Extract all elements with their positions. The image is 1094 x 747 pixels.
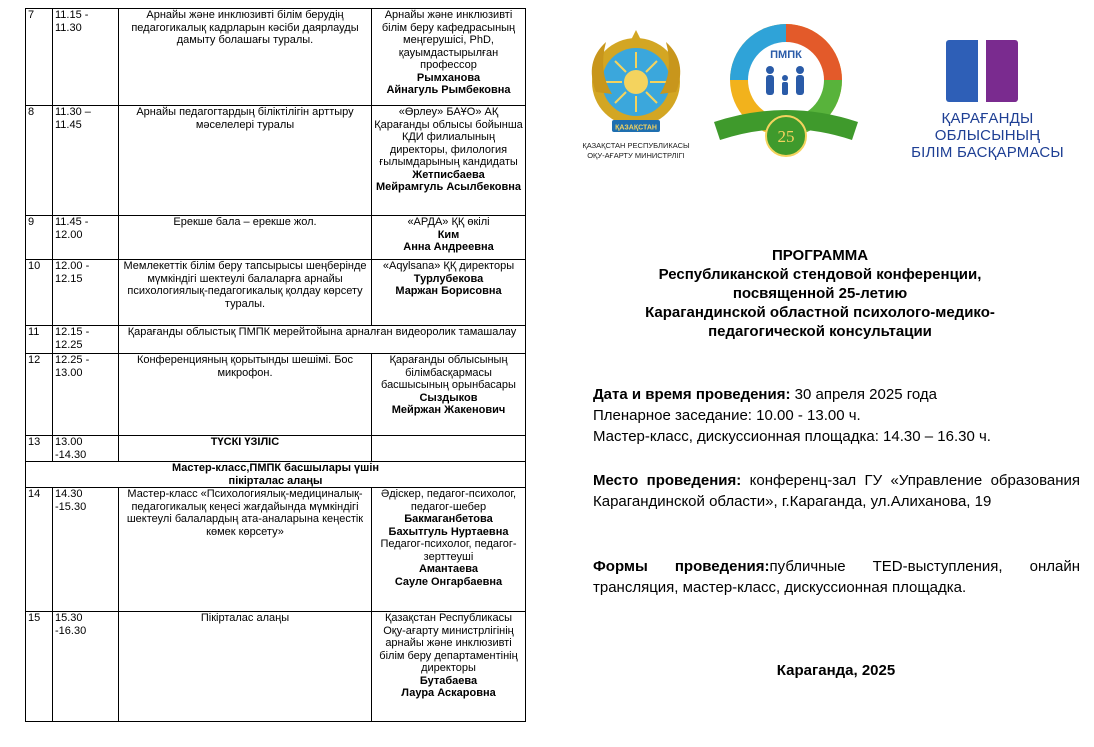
row-topic: Арнайы және инклюзивті білім берудің педагогикалық кадрларын кәсіби даярлауды дамыту болашағы туралы.	[119, 9, 372, 106]
row-topic: Пікірталас алаңы	[119, 612, 372, 722]
row-topic: Арнайы педагогтардың біліктілігін арттыру мәселелері туралы	[119, 106, 372, 216]
education-department-name-line: БІЛІМ БАСҚАРМАСЫ	[911, 144, 1064, 161]
title-line: ПРОГРАММА	[771, 247, 869, 264]
place-value: конференц-зал ГУ «Управление образования Карагандинской области», г.Караганда, ул.Алиханова, 19	[593, 472, 1081, 510]
row-number: 11	[26, 326, 53, 354]
title-line: педагогической консультации	[708, 323, 932, 340]
masterclass-time: Мастер-класс, дискуссионная площадка: 14.30 – 16.30 ч.	[593, 428, 991, 445]
row-number: 14	[26, 488, 53, 612]
row-speaker: «АРДА» ҚҚ өкілі Ким Анна Андреевна	[372, 216, 526, 260]
emblem-ribbon-text: ҚАЗАҚСТАН	[615, 124, 657, 132]
city-year: Караганда, 2025	[776, 662, 896, 679]
education-department-name-line: ҚАРАҒАНДЫ ОБЛЫСЫНЫҢ	[934, 110, 1041, 144]
place-section	[593, 470, 1080, 512]
table-row	[26, 9, 526, 106]
row-time: 12.00 - 12.15	[53, 260, 119, 326]
table-row	[26, 260, 526, 326]
table-row	[26, 612, 526, 722]
plenary-time: Пленарное заседание: 10.00 - 13.00 ч.	[593, 407, 861, 424]
date-label: Дата и время проведения:	[593, 386, 791, 403]
row-number: 8	[26, 106, 53, 216]
pmpk-label: ПМПК	[770, 49, 802, 61]
title-line: посвященной 25-летию	[732, 285, 908, 302]
emblem-caption-line2: ОҚУ-АҒАРТУ МИНИСТРЛІГІ	[587, 151, 685, 160]
pmpk-logo	[708, 18, 863, 166]
row-speaker	[372, 436, 526, 462]
table-row	[26, 326, 526, 354]
row-number: 13	[26, 436, 53, 462]
row-number: 15	[26, 612, 53, 722]
place-label: Место проведения:	[593, 472, 742, 489]
date-section	[593, 384, 1080, 447]
forms-section	[593, 556, 1080, 598]
title-line: Республиканской стендовой конференции,	[658, 266, 982, 283]
row-topic: ТҮСКІ ҮЗІЛІС	[119, 436, 372, 462]
row-speaker: Әдіскер, педагог-психолог, педагог-шебер Бакмаганбетова Бахытгуль Нуртаевна Педагог-психолог, педагог-зерттеуші Амантаева Сауле Онгарбаевна	[372, 488, 526, 612]
date-value: 30 апреля 2025 года	[790, 386, 937, 403]
row-topic: Ерекше бала – ерекше жол.	[119, 216, 372, 260]
education-department-name	[900, 110, 1075, 161]
schedule-table	[25, 8, 526, 722]
row-time: 11.45 - 12.00	[53, 216, 119, 260]
row-number: 12	[26, 354, 53, 436]
row-topic: Мастер-класс «Психологиялық-медициналық-педагогикалық кеңесі жағдайында мүмкіндігі шектеулі балалардың ата-аналарына кеңестік көмек көрсету»	[119, 488, 372, 612]
row-time: 13.00 -14.30	[53, 436, 119, 462]
table-row	[26, 436, 526, 462]
row-speaker: «Aqylsana» ҚҚ директоры Турлубекова Маржан Борисовна	[372, 260, 526, 326]
row-time: 12.25 - 13.00	[53, 354, 119, 436]
row-time: 11.30 – 11.45	[53, 106, 119, 216]
row-number: 9	[26, 216, 53, 260]
row-time: 12.15 - 12.25	[53, 326, 119, 354]
kazakhstan-emblem-logo	[576, 22, 696, 172]
row-time: 15.30 -16.30	[53, 612, 119, 722]
row-speaker: Қарағанды облысының білімбасқармасы басшысының орынбасары Сыздыков Мейржан Жакенович	[372, 354, 526, 436]
title-line: Карагандинской областной психолого-медико-	[645, 304, 995, 321]
row-speaker: Қазақстан Республикасы Оқу-ағарту министрлігінің арнайы және инклюзивті білім беру департаментінің директоры Бутабаева Лаура Аскаровна	[372, 612, 526, 722]
table-row	[26, 106, 526, 216]
forms-value: публичные TED-выступления, онлайн трансляция, мастер-класс, дискуссионная площадка.	[593, 558, 1081, 596]
row-speaker: Арнайы және инклюзивті білім беру кафедрасының меңгерушісі, PhD, қауымдастырылған профессор Рымханова Айнагуль Рымбековна	[372, 9, 526, 106]
row-time: 14.30 -15.30	[53, 488, 119, 612]
row-number: 10	[26, 260, 53, 326]
row-topic: Қарағанды облыстық ПМПК мерейтойына арналған видеоролик тамашалау	[119, 326, 526, 354]
forms-label: Формы проведения:	[593, 558, 770, 575]
program-title	[560, 246, 1080, 341]
row-topic: Конференцияның қорытынды шешімі. Бос микрофон.	[119, 354, 372, 436]
pmpk-anniversary: 25	[777, 127, 795, 146]
row-speaker: «Өрлеу» БАҰО» АҚ Қарағанды облысы бойынша КДИ филиалының директоры, филология ғылымдарының кандидаты Жетписбаева Мейрамгуль Асылбековна	[372, 106, 526, 216]
education-department-logo	[900, 38, 1075, 161]
table-row	[26, 488, 526, 612]
table-row	[26, 216, 526, 260]
row-topic: Мемлекеттік білім беру тапсырысы шеңберінде мүмкіндігі шектеулі балаларға арнайы психологиялық-педагогикалық қолдау көрсету туралы.	[119, 260, 372, 326]
section-header: Мастер-класс,ПМПК басшылары үшін пікірталас алаңы	[26, 462, 526, 488]
row-time: 11.15 - 11.30	[53, 9, 119, 106]
emblem-caption-line1: ҚАЗАҚСТАН РЕСПУБЛИКАСЫ	[582, 141, 690, 150]
table-row	[26, 462, 526, 488]
row-number: 7	[26, 9, 53, 106]
table-row	[26, 354, 526, 436]
